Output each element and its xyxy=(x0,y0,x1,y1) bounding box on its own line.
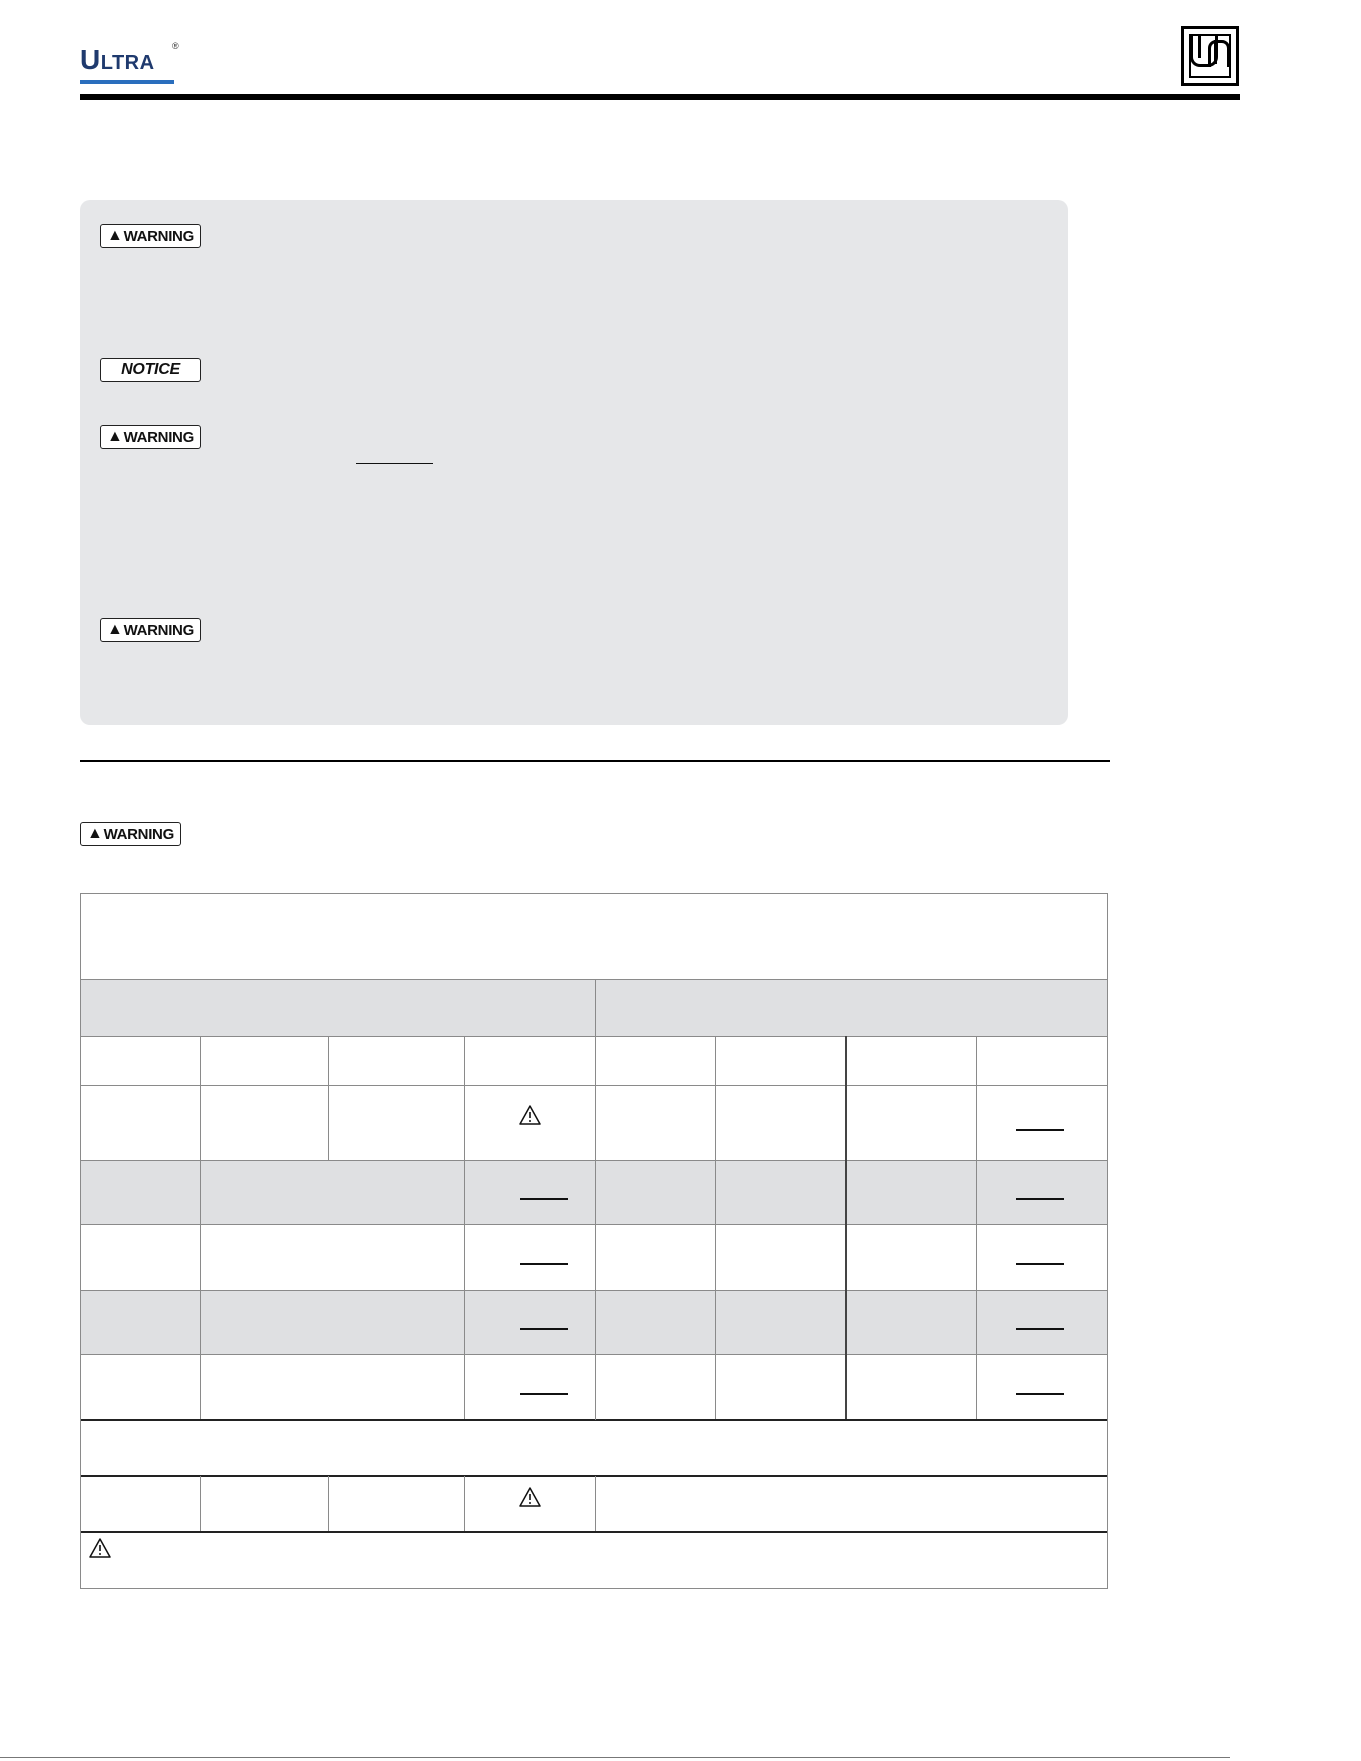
warning-text: WARNING xyxy=(123,621,194,639)
underline-blank xyxy=(520,1393,568,1395)
warning-outline-icon xyxy=(519,1487,541,1507)
table-rule xyxy=(81,1036,1107,1037)
wm-logo-icon xyxy=(1181,26,1239,86)
warning-triangle-icon: ▲ xyxy=(107,227,123,244)
table-rule xyxy=(81,1354,1107,1355)
table-rule xyxy=(81,1419,1107,1421)
table-row-shaded xyxy=(81,1160,1107,1224)
table-rule xyxy=(81,1475,1107,1477)
underline-blank xyxy=(356,463,433,464)
underline-blank xyxy=(520,1198,568,1200)
brand-initial: U xyxy=(80,44,101,75)
warning-triangle-icon: ▲ xyxy=(107,621,123,638)
warning-label xyxy=(100,224,201,248)
warning-text: WARNING xyxy=(123,227,194,245)
table-rule xyxy=(81,1531,1107,1533)
warning-label xyxy=(80,822,181,846)
warning-label xyxy=(100,425,201,449)
table-column-rule xyxy=(464,1036,465,1419)
warning-text: WARNING xyxy=(123,428,194,446)
warning-outline-icon xyxy=(89,1538,111,1558)
warning-triangle-icon: ▲ xyxy=(107,428,123,445)
table-rule xyxy=(81,1160,1107,1161)
underline-blank xyxy=(1016,1198,1064,1200)
underline-blank xyxy=(1016,1263,1064,1265)
table-column-rule xyxy=(328,1476,329,1531)
warning-outline-icon xyxy=(519,1105,541,1125)
warning-triangle-icon: ▲ xyxy=(87,825,103,842)
table-rule xyxy=(81,979,1107,980)
warning-label xyxy=(100,618,201,642)
section-divider xyxy=(80,760,1110,762)
brand-rest: LTRA xyxy=(100,52,155,74)
table-column-rule xyxy=(595,1476,596,1531)
table-column-rule xyxy=(200,1476,201,1531)
underline-blank xyxy=(1016,1328,1064,1330)
notice-label xyxy=(100,358,201,382)
table-column-rule xyxy=(845,1036,847,1419)
underline-blank xyxy=(1016,1393,1064,1395)
header-rule xyxy=(80,94,1240,100)
table-rule xyxy=(81,1085,1107,1086)
brand-logo xyxy=(80,41,180,75)
underline-blank xyxy=(520,1263,568,1265)
table-column-rule xyxy=(715,1036,716,1419)
footer-rule xyxy=(0,1757,1230,1758)
table-row-shaded xyxy=(81,1290,1107,1354)
warnings-panel xyxy=(80,200,1068,725)
brand-underline xyxy=(80,80,174,84)
table-header-band xyxy=(81,980,1107,1036)
table-column-rule xyxy=(976,1036,977,1419)
table-rule xyxy=(81,1224,1107,1225)
table-rule xyxy=(81,1290,1107,1291)
table-column-rule xyxy=(200,1036,201,1419)
warning-text: WARNING xyxy=(103,825,174,843)
table-column-rule xyxy=(464,1476,465,1531)
registered-mark: ® xyxy=(172,41,180,51)
underline-blank xyxy=(520,1328,568,1330)
table-column-rule xyxy=(595,980,596,1420)
table-column-rule xyxy=(328,1036,329,1160)
underline-blank xyxy=(1016,1129,1064,1131)
notice-text: NOTICE xyxy=(121,361,180,378)
